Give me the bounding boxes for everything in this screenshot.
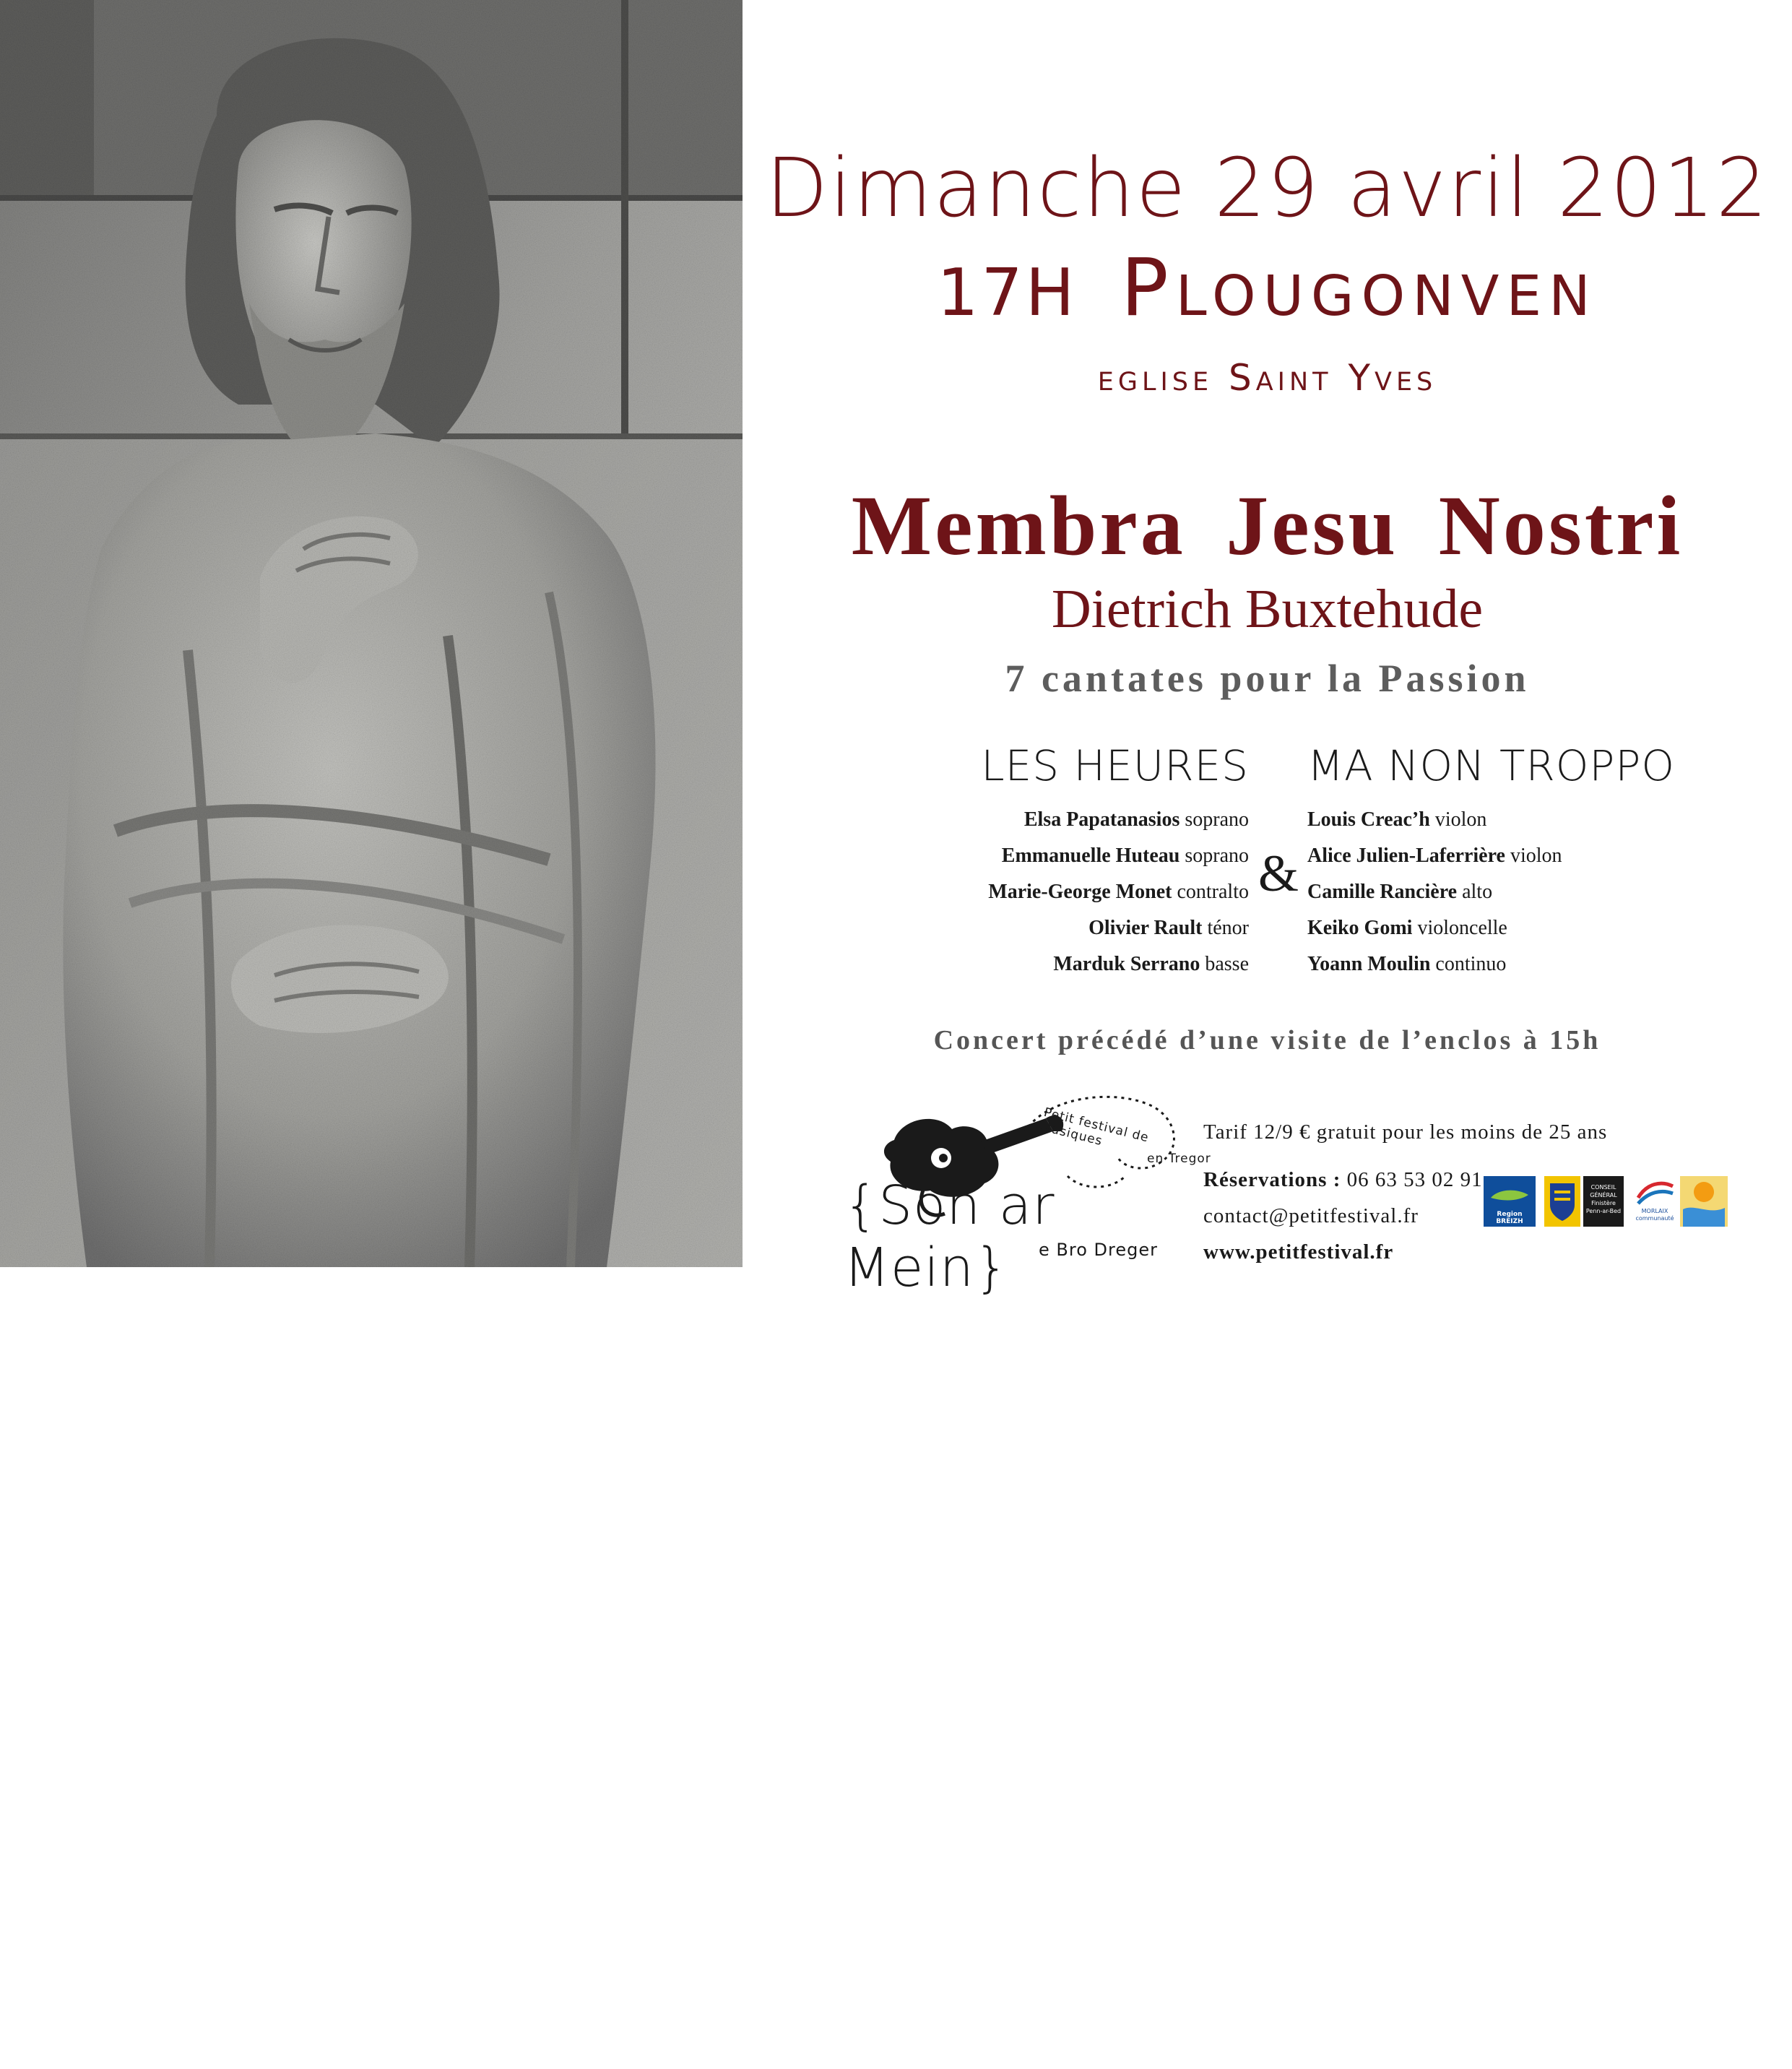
roster-entry [988, 838, 1249, 874]
performer-role: violon [1510, 845, 1562, 867]
performer-name: Keiko Gomi [1307, 917, 1413, 939]
work-title: Membra Jesu Nostri [851, 478, 1684, 573]
logo-wordmark: {Son ar Mein} [844, 1175, 1055, 1299]
performer-role: continuo [1435, 953, 1507, 975]
reservations-phone: 06 63 53 02 91 [1346, 1168, 1483, 1191]
roster-entry [1307, 874, 1792, 910]
visit-note: Concert précédé d’une visite de l’enclos à 15h [933, 1025, 1601, 1055]
performer-name: Emmanuelle Huteau [1001, 845, 1180, 867]
agglo-swoosh-icon [1632, 1176, 1677, 1208]
sun-wave-icon [1680, 1176, 1728, 1227]
ampersand: & [1258, 845, 1299, 902]
organizer-logo [808, 1089, 1212, 1299]
performer-name: Alice Julien-Laferrière [1307, 845, 1505, 867]
performer-role: alto [1462, 881, 1493, 903]
roster-entry [988, 802, 1249, 838]
performer-role: soprano [1185, 808, 1249, 831]
roster-entry [1307, 802, 1792, 838]
logo-tagline-1: Petit festival de Musiques [1039, 1105, 1151, 1149]
performer-name: Olivier Rault [1088, 917, 1203, 939]
agglo-logo-text: MORLAIX communauté [1635, 1208, 1674, 1222]
roster-entry [988, 874, 1249, 910]
performer-role: ténor [1207, 917, 1249, 939]
region-logo-text: Region BREIZH [1496, 1211, 1523, 1225]
ensemble-left-roster [988, 802, 1249, 982]
region-logo [1484, 1176, 1536, 1227]
roster-entry [988, 910, 1249, 946]
performer-role: basse [1205, 953, 1249, 975]
logo-tagline-2: en Tregor [1147, 1152, 1211, 1166]
ensemble-right-roster [1307, 802, 1792, 2069]
composer-name: Dietrich Buxtehude [1051, 579, 1484, 639]
roster-entry [1307, 838, 1792, 874]
event-town: Plougonven [1120, 241, 1598, 334]
statue-photo [0, 0, 743, 1267]
departement-crest [1544, 1176, 1580, 1227]
reservations-label: Réservations : [1203, 1168, 1341, 1191]
performer-name: Marduk Serrano [1053, 953, 1200, 975]
event-time-place [743, 241, 1792, 334]
performer-role: violoncelle [1417, 917, 1507, 939]
statue-illustration [0, 0, 743, 1267]
departement-logo [1583, 1176, 1624, 1227]
performer-name: Camille Rancière [1307, 881, 1458, 903]
roster-entry [988, 946, 1249, 982]
roster-entry [1307, 946, 1792, 982]
performer-name: Yoann Moulin [1307, 953, 1431, 975]
work-subtitle: 7 cantates pour la Passion [1005, 657, 1530, 700]
performer-name: Marie-George Monet [988, 881, 1172, 903]
event-date: Dimanche 29 avril 2012 [765, 142, 1770, 236]
logo-subtitle: e Bro Dreger [1039, 1240, 1158, 1260]
contact-email[interactable]: contact@petitfestival.fr [1203, 1204, 1419, 1227]
event-hour: 17H [937, 255, 1078, 331]
sun-sea-logo [1680, 1176, 1728, 1227]
performer-name: Elsa Papatanasios [1023, 808, 1180, 831]
ensemble-left-name: LES HEURES [981, 741, 1249, 790]
agglo-logo [1632, 1176, 1677, 1227]
ticket-price: Tarif 12/9 € gratuit pour les moins de 25 ans [1203, 1120, 1608, 1144]
roster-entry [1307, 910, 1792, 946]
ensemble-right-name: MA NON TROPPO [1307, 741, 1676, 790]
performer-name: Louis Creac’h [1307, 808, 1430, 831]
website-link[interactable]: www.petitfestival.fr [1203, 1240, 1394, 1264]
event-church: eglise Saint Yves [1097, 357, 1437, 399]
poster-content [743, 0, 1792, 1299]
performer-role: soprano [1185, 845, 1249, 867]
departement-logo-text: CONSEIL GÉNÉRAL Finistère Penn-ar-Bed [1585, 1184, 1622, 1214]
performer-role: violon [1434, 808, 1487, 831]
performer-role: contralto [1177, 881, 1249, 903]
crest-icon [1544, 1176, 1580, 1227]
